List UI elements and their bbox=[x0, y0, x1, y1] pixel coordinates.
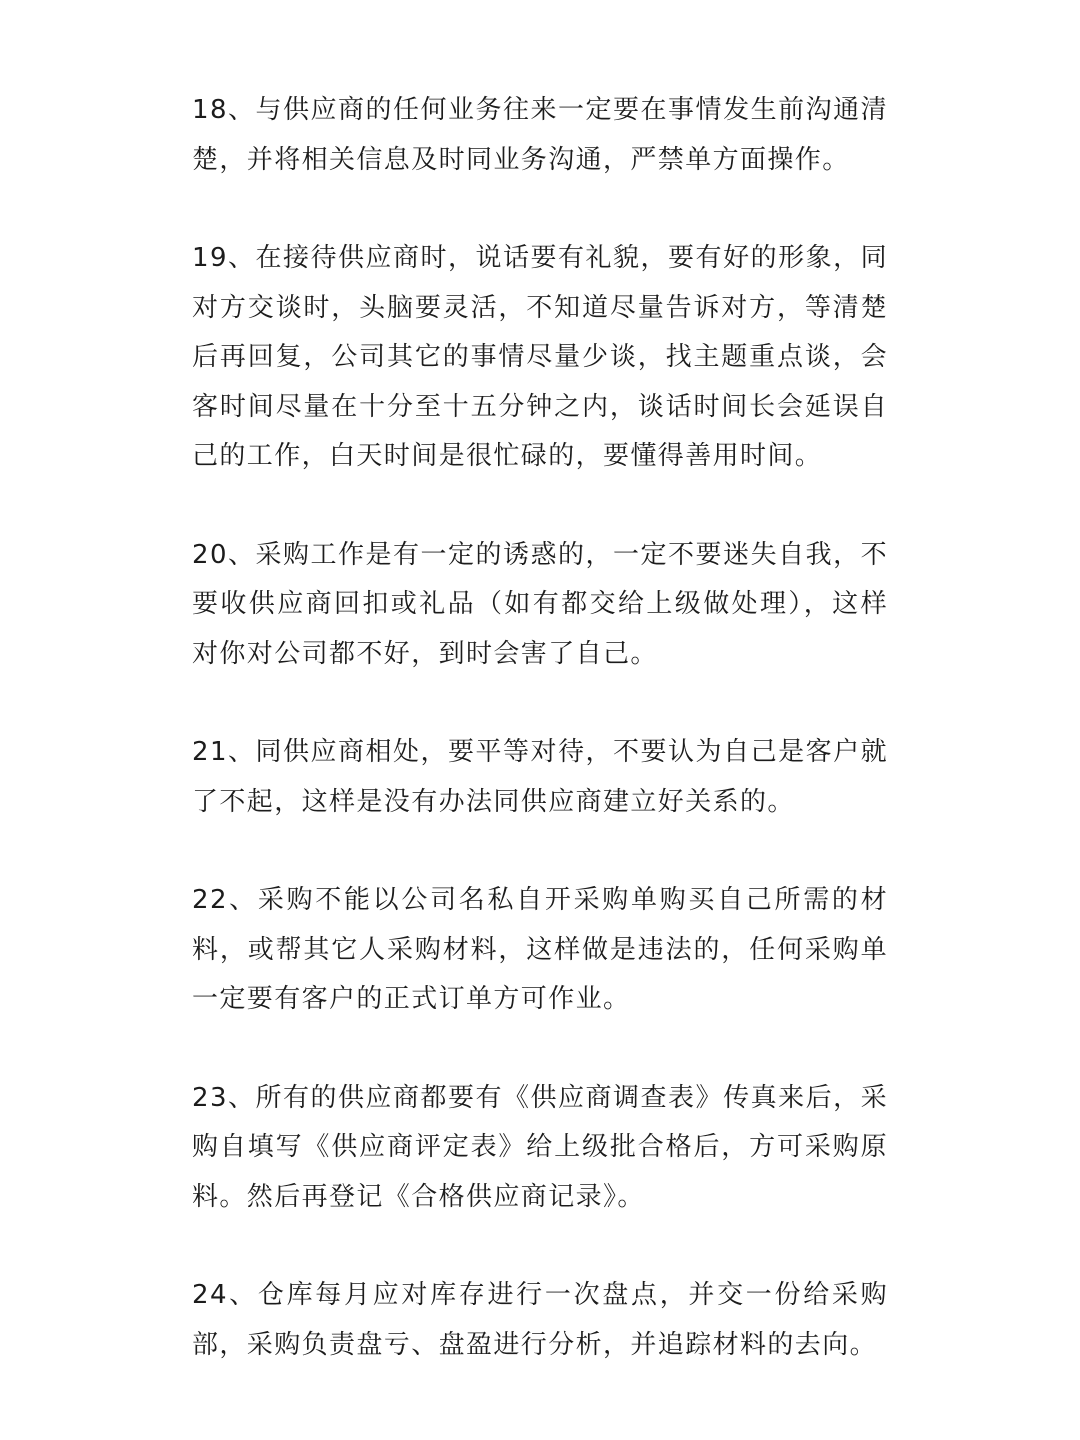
paragraph-19: 19、在接待供应商时，说话要有礼貌，要有好的形象，同对方交谈时，头脑要灵活，不知道尽量告诉对方，等清楚后再回复，公司其它的事情尽量少谈，找主题重点谈，会客时间尽量在十分至十五分钟之内，谈话时间长会延误自己的工作，白天时间是很忙碌的，要懂得善用时间。 bbox=[192, 243, 888, 471]
paragraph-22: 22、采购不能以公司名私自开采购单购买自己所需的材料，或帮其它人采购材料，这样做是违法的，任何采购单一定要有客户的正式订单方可作业。 bbox=[192, 885, 888, 1014]
paragraph-21: 21、同供应商相处，要平等对待，不要认为自己是客户就了不起，这样是没有办法同供应商建立好关系的。 bbox=[192, 737, 888, 817]
paragraph-23: 23、所有的供应商都要有《供应商调查表》传真来后，采购自填写《供应商评定表》给上级批合格后，方可采购原料。然后再登记《合格供应商记录》。 bbox=[192, 1082, 888, 1212]
paragraph-24: 24、仓库每月应对库存进行一次盘点，并交一份给采购部，采购负责盘亏、盘盈进行分析，并追踪材料的去向。 bbox=[192, 1280, 888, 1360]
paragraph-18: 18、与供应商的任何业务往来一定要在事情发生前沟通清楚，并将相关信息及时同业务沟通，严禁单方面操作。 bbox=[192, 95, 888, 175]
paragraph-20: 20、采购工作是有一定的诱惑的，一定不要迷失自我，不要收供应商回扣或礼品（如有都交给上级做处理），这样对你对公司都不好，到时会害了自己。 bbox=[192, 539, 888, 669]
article-body bbox=[192, 86, 888, 1419]
